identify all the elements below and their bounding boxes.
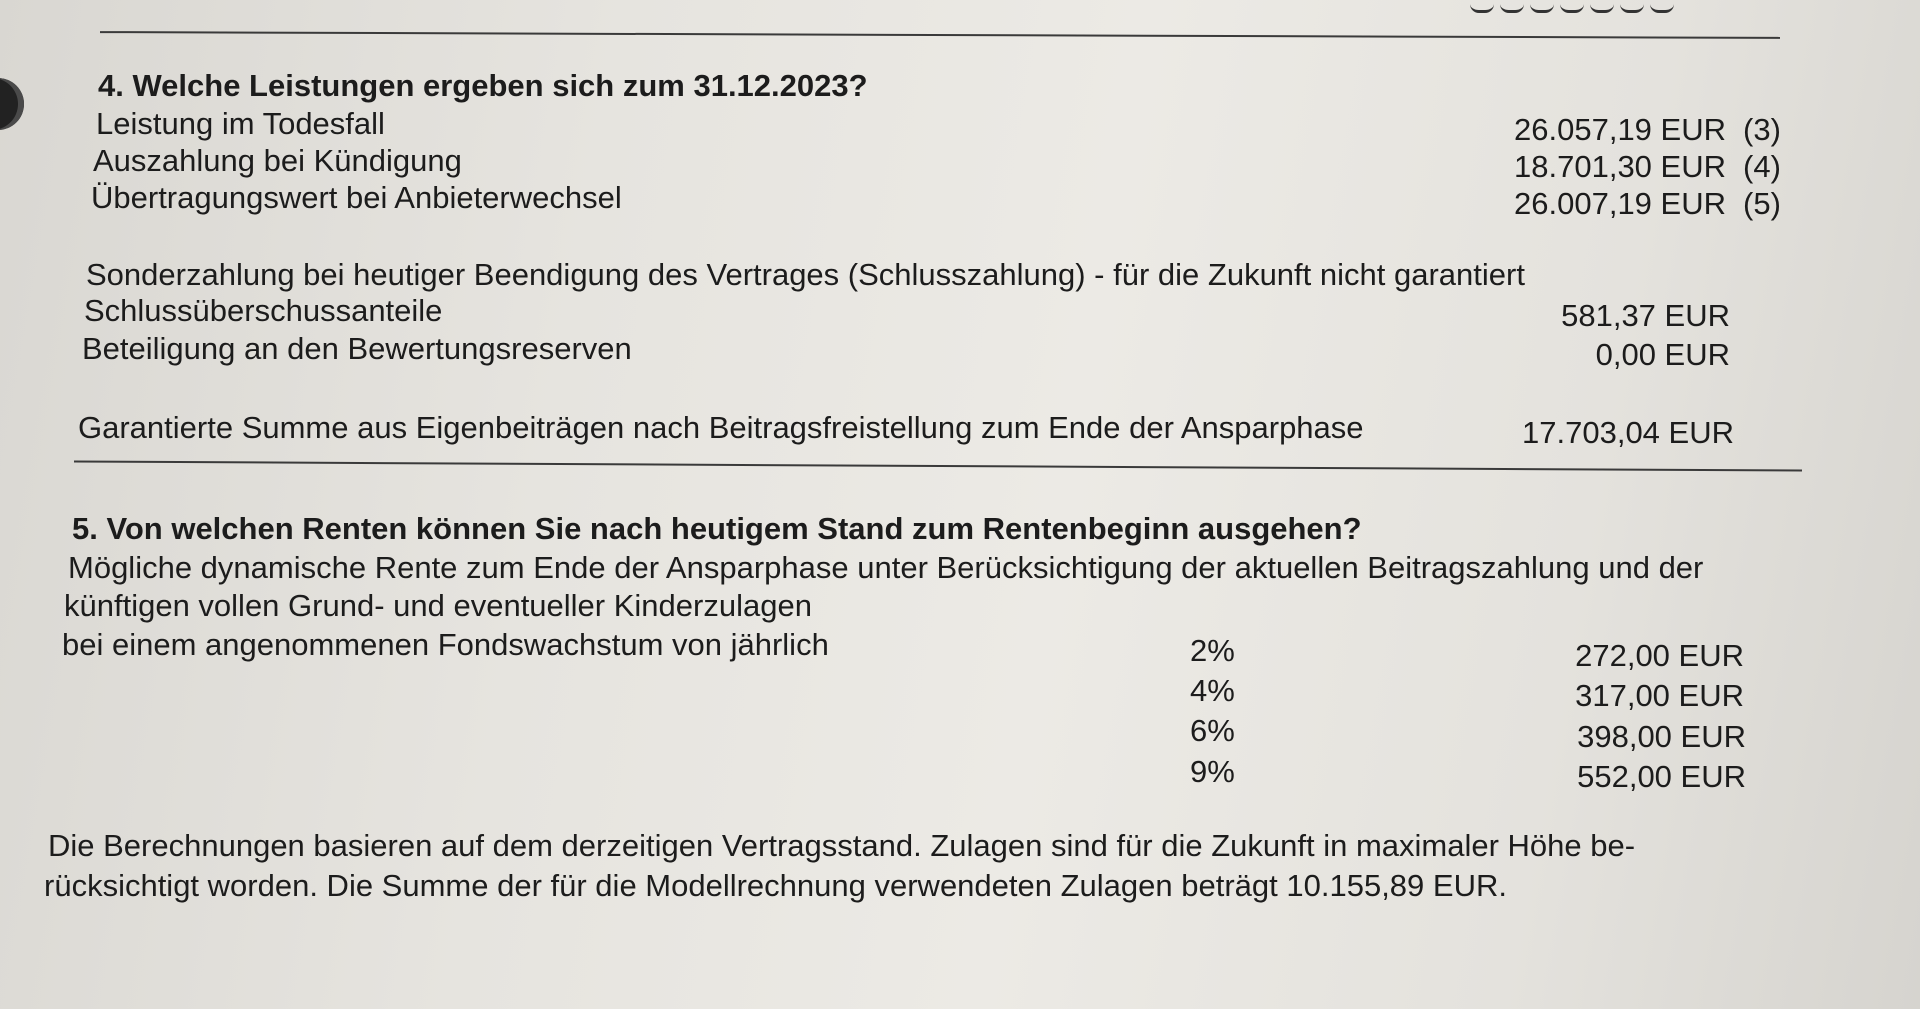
- pension-description-line2: künftigen vollen Grund- und eventueller Kinderzulagen: [64, 588, 812, 623]
- row-label-death-benefit: Leistung im Todesfall: [96, 106, 385, 141]
- row-note-3: (3): [1743, 112, 1781, 147]
- rate-2: 2%: [1190, 633, 1235, 668]
- punch-hole: [0, 78, 24, 130]
- special-row-label-surplus: Schlussüberschussanteile: [84, 293, 443, 328]
- rate-value-9: 552,00 EUR: [1577, 759, 1746, 794]
- row-note-4: (4): [1743, 149, 1781, 184]
- section-divider: [74, 460, 1802, 471]
- cut-off-text-fragment: [1470, 0, 1730, 8]
- row-value-cancellation: 18.701,30 EUR: [1514, 149, 1726, 184]
- special-row-label-reserves: Beteiligung an den Bewertungsreserven: [82, 331, 632, 366]
- guaranteed-sum-label: Garantierte Summe aus Eigenbeiträgen nach Beitragsfreistellung zum Ende der Ansparphase: [78, 410, 1364, 445]
- special-row-value-reserves: 0,00 EUR: [1595, 337, 1730, 372]
- special-payment-heading: Sonderzahlung bei heutiger Beendigung des Vertrages (Schlusszahlung) - für die Zukunft nicht garantiert: [86, 257, 1525, 292]
- rate-value-4: 317,00 EUR: [1575, 678, 1744, 713]
- row-value-death-benefit: 26.057,19 EUR: [1514, 112, 1726, 147]
- rate-9: 9%: [1190, 754, 1235, 789]
- row-label-transfer-value: Übertragungswert bei Anbieterwechsel: [91, 180, 622, 215]
- footer-line1: Die Berechnungen basieren auf dem derzeitigen Vertragsstand. Zulagen sind für die Zukunft in maximaler Höhe be-: [48, 828, 1636, 863]
- special-row-value-surplus: 581,37 EUR: [1561, 298, 1730, 333]
- section4-heading: 4. Welche Leistungen ergeben sich zum 31.12.2023?: [98, 68, 868, 103]
- rate-value-6: 398,00 EUR: [1577, 719, 1746, 754]
- footer-line2: rücksichtigt worden. Die Summe der für die Modellrechnung verwendeten Zulagen beträgt 10.155,89 EUR.: [44, 868, 1507, 903]
- top-divider: [100, 31, 1780, 39]
- rate-6: 6%: [1190, 713, 1235, 748]
- pension-description-line3: bei einem angenommenen Fondswachstum von jährlich: [62, 627, 829, 662]
- guaranteed-sum-value: 17.703,04 EUR: [1522, 415, 1734, 450]
- pension-description-line1: Mögliche dynamische Rente zum Ende der Ansparphase unter Berücksichtigung der aktuellen Beitragszahlung und der: [68, 550, 1704, 585]
- row-value-transfer-value: 26.007,19 EUR: [1514, 186, 1726, 221]
- section5-heading: 5. Von welchen Renten können Sie nach heutigem Stand zum Rentenbeginn ausgehen?: [72, 511, 1362, 546]
- row-note-5: (5): [1743, 186, 1781, 221]
- rate-value-2: 272,00 EUR: [1575, 638, 1744, 673]
- row-label-cancellation: Auszahlung bei Kündigung: [93, 143, 462, 178]
- rate-4: 4%: [1190, 673, 1235, 708]
